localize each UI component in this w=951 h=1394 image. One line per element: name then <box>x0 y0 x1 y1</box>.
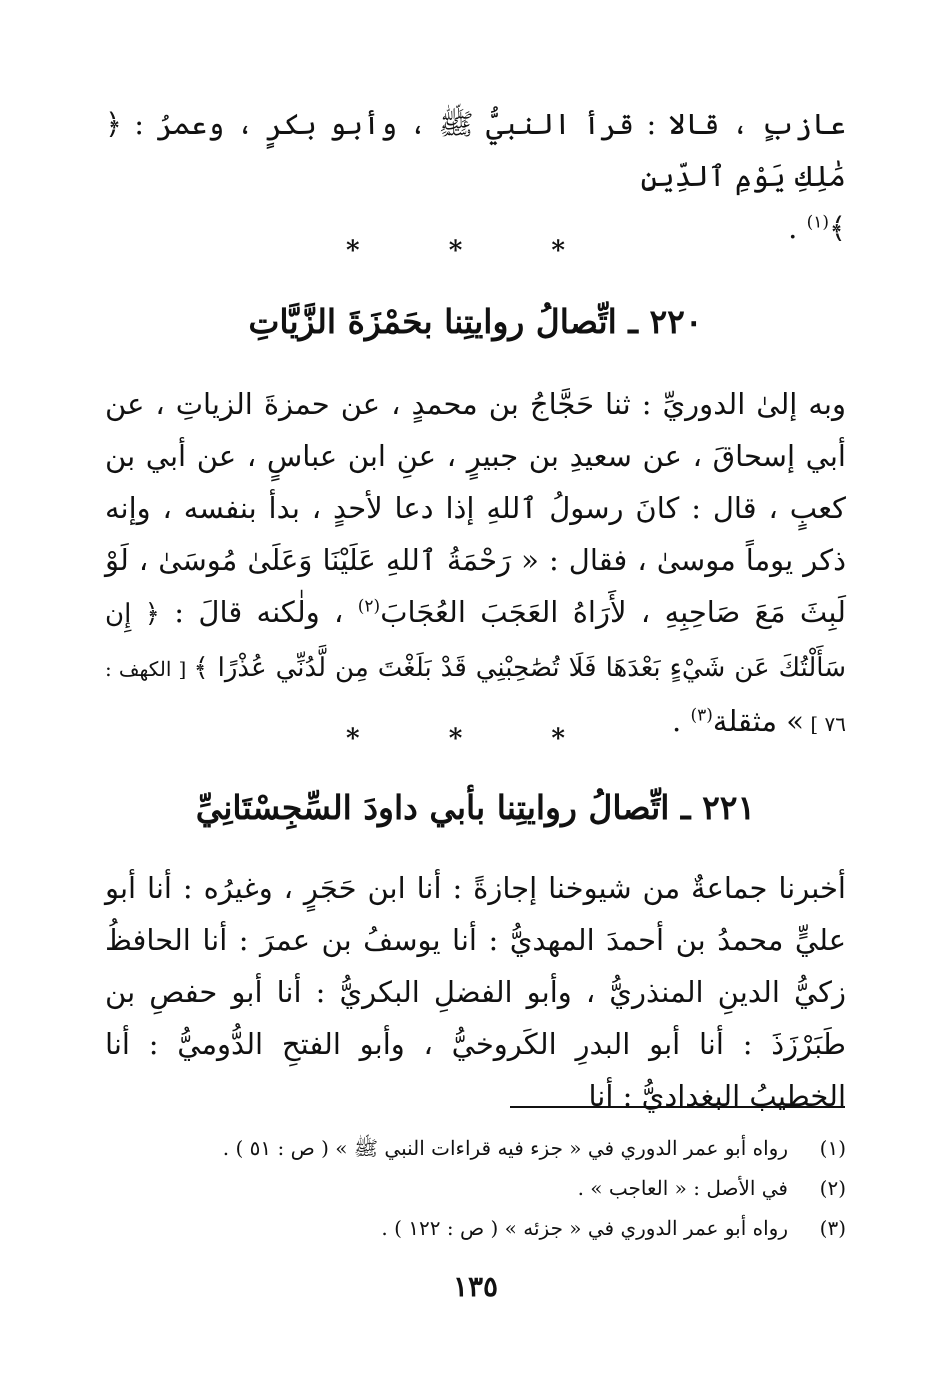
section-220-text-b: ، ولٰكنه قالَ : <box>159 595 358 629</box>
footnote-number: (٢) <box>819 1176 846 1200</box>
intro-end: . <box>788 211 798 245</box>
intro-paragraph <box>105 98 846 254</box>
quran-reference: [ الكهف : ٧٦ ] <box>105 657 846 736</box>
section-221-paragraph: أخبرنا جماعةٌ من شيوخنا إجازةً : أنا ابن حَجَرٍ ، وغيرُه : أنا أبو عليٍّ محمدُ بن أحمدَ المهديُّ : أنا يوسفُ بن عمرَ : أنا الحافظُ زكيُّ الدينِ المنذريُّ ، وأبو الفضلِ البكريُّ : أنا أبو حفصِ بن طَبَرْزَذَ : أنا أبو البدرِ الكَروخيُّ ، وأبو الفتحِ الدُّوميُّ : أنا الخطيبُ البغداديُّ : أنا <box>105 871 846 1113</box>
section-220-end: . <box>672 704 691 738</box>
footnote-3 <box>105 1208 846 1248</box>
intro-line2: ﴾ <box>829 211 846 245</box>
section-220-heading: ٢٢٠ ـ اتِّصالُ روايتِنا بحَمْزَةَ الزَّيَّاتِ <box>248 302 703 341</box>
footnote-ref-2: (٢) <box>357 596 381 617</box>
section-220-text-a: وبه إلىٰ الدوريِّ : ثنا حَجَّاجُ بن محمدٍ ، عن حمزةَ الزياتِ ، عن أبي إسحاقَ ، عن سعيدِ بن جبيرٍ ، عنِ ابن عباسٍ ، عن أبي بن كعبٍ ، قال : كانَ رسولُ ٱللهِ إذا دعا لأحدٍ ، بدأ بنفسه ، وإنه ذكر يوماً موسىٰ ، فقال : « رَحْمَةُ ٱللهِ عَلَيْنَا وَعَلَىٰ مُوسَىٰ ، لَوْ لَبِثَ مَعَ صَاحِبِهِ ، لأَرَاهُ العَجَبَ العُجَابَ <box>105 387 846 629</box>
section-220-text-c: » مثقلة <box>712 704 804 738</box>
section-separator-1: * * * <box>346 236 605 266</box>
quran-verse: ﴿ إِن سَأَلْتُكَ عَن شَيْءٍ بَعْدَهَا فَلَا تُصَٰحِبْنِي قَدْ بَلَغْتَ مِن لَّدُنِّي عُذْرًا ﴾ <box>105 599 846 683</box>
footnote-ref-3: (٣) <box>690 705 713 726</box>
section-separator-2: * * * <box>346 724 605 754</box>
footnotes <box>105 1128 846 1248</box>
page-number: ١٣٥ <box>452 1270 499 1303</box>
footnote-ref-1: (١) <box>806 212 829 233</box>
section-220-paragraph <box>105 378 846 750</box>
footnote-text: رواه أبو عمر الدوري في « جزئه » ( ص : ١٢٢ ) . <box>381 1216 788 1240</box>
footnote-number: (٣) <box>819 1216 846 1240</box>
intro-line1: عازبٍ ، قالا : قرأ النبيُّ ﷺ ، وأبو بكرٍ ، وعمرُ : ﴿ مَٰلِكِ يَوْمِ ٱلدِّينِ <box>105 107 846 193</box>
footnote-text: رواه أبو عمر الدوري في « جزء فيه قراءات النبي ﷺ » ( ص : ٥١ ) . <box>222 1136 788 1160</box>
footnote-text: في الأصل : « العاجب » . <box>577 1176 788 1200</box>
footnote-2 <box>105 1168 846 1208</box>
section-221-heading: ٢٢١ ـ اتِّصالُ روايتِنا بأبي داودَ السِّجِسْتَانِيِّ <box>195 788 756 827</box>
footnote-number: (١) <box>819 1136 846 1160</box>
footnote-divider <box>510 1106 845 1108</box>
footnote-1 <box>105 1128 846 1168</box>
